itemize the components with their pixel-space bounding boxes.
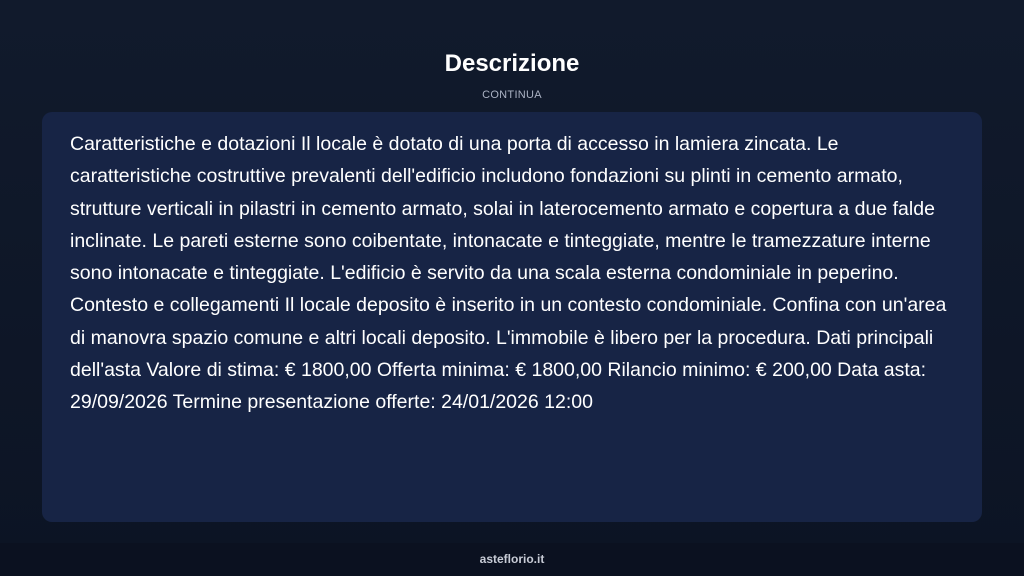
footer-bar (0, 543, 1024, 576)
page-subtitle: CONTINUA (482, 89, 542, 101)
footer-site-label: asteflorio.it (479, 552, 545, 566)
description-text: Caratteristiche e dotazioni Il locale è dotato di una porta di accesso in lamiera zincata. Le caratteristiche costruttive prevalenti dell'edificio includono fondazioni su plinti in cemento armato, strutture verticali in pilastri in cemento armato, solai in laterocemento armato e copertura a due falde inclinate. Le pareti esterne sono coibentate, intonacate e tinteggiate, mentre le tramezzature interne sono intonacate e tinteggiate. L'edificio è servito da una scala esterna condominiale in peperino. Contesto e collegamenti Il locale deposito è inserito in un contesto condominiale. Confina con un'area di manovra spazio comune e altri locali deposito. L'immobile è libero per la procedura. Dati principali dell'asta Valore di stima: € 1800,00 Offerta minima: € 1800,00 Rilancio minimo: € 200,00 Data asta: 29/09/2026 Termine presentazione offerte: 24/01/2026 12:00 (70, 133, 947, 414)
description-card (42, 112, 982, 522)
page-title: Descrizione (444, 50, 580, 77)
